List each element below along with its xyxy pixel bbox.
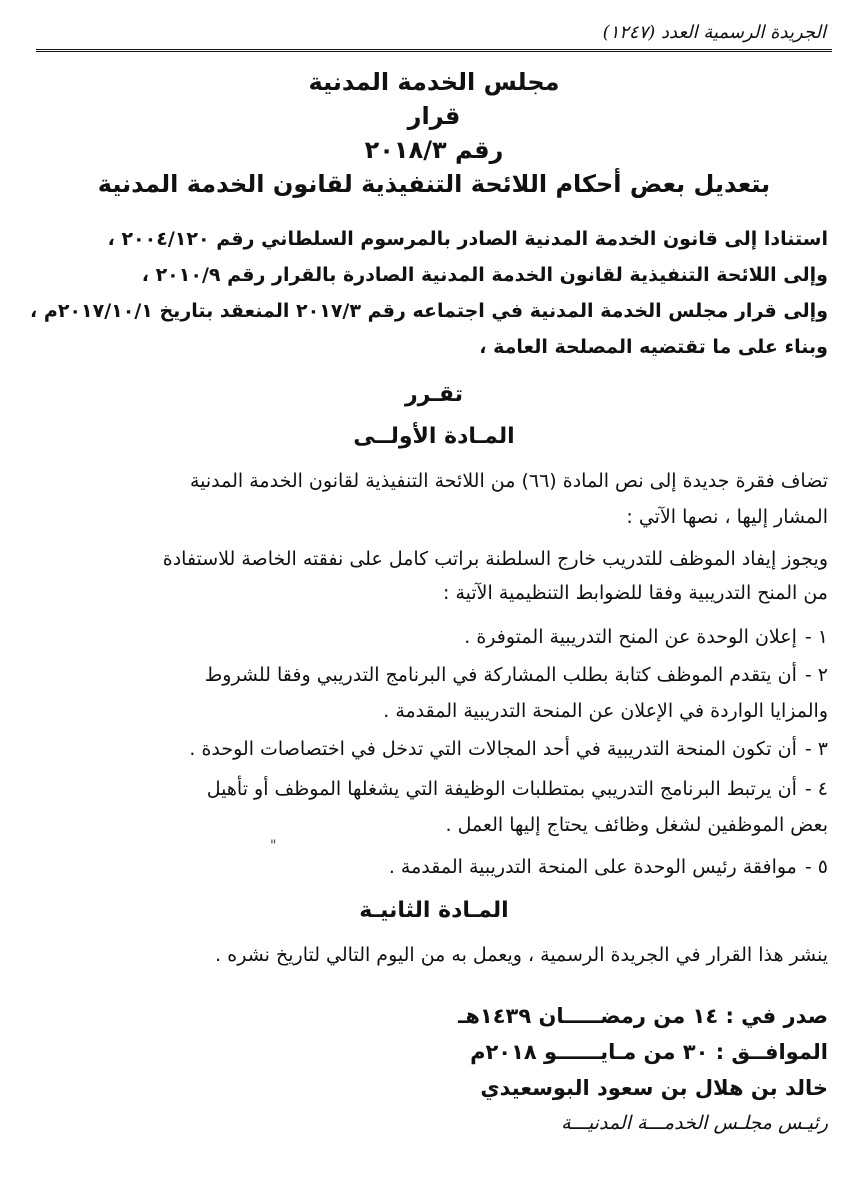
list-item-continuation: بعض الموظفين لشغل وظائف يحتاج إليها العمل . (445, 814, 828, 836)
issuer-title: مجلس الخدمة المدنية (308, 68, 560, 96)
list-item (36, 856, 828, 878)
article-one-intro: المشار إليها ، نصها الآتي : (626, 506, 828, 528)
list-item (36, 626, 828, 648)
preamble-line: وإلى اللائحة التنفيذية لقانون الخدمة المدنية الصادرة بالقرار رقم ٢٠١٠/٩ ، (141, 264, 828, 286)
list-item-continuation: والمزايا الواردة في الإعلان عن المنحة التدريبية المقدمة . (383, 700, 828, 722)
item-number: ٤ - (804, 778, 828, 800)
signatory-name: خالد بن هلال بن سعود البوسعيدي (480, 1076, 828, 1100)
item-text: إعلان الوحدة عن المنح التدريبية المتوفرة . (464, 626, 797, 648)
article-two-title: المـادة الثانيـة (359, 898, 509, 923)
preamble-line: استنادا إلى قانون الخدمة المدنية الصادر بالمرسوم السلطاني رقم ٢٠٠٤/١٢٠ ، (107, 228, 828, 250)
preamble-line: وبناء على ما تقتضيه المصلحة العامة ، (479, 336, 828, 358)
closing-quote-mark: " (270, 838, 277, 854)
signatory-role: رئيـس مجلـس الخدمـــة المدنيـــة (561, 1112, 828, 1134)
decision-number: رقم ٢٠١٨/٣ (364, 136, 504, 164)
issued-hijri: صدر في : ١٤ من رمضـــــان ١٤٣٩هـ (458, 1004, 828, 1028)
item-text: أن تكون المنحة التدريبية في أحد المجالات التي تدخل في اختصاصات الوحدة . (189, 738, 797, 760)
decision-subject: بتعديل بعض أحكام اللائحة التنفيذية لقانون الخدمة المدنية (97, 170, 771, 198)
list-item (36, 778, 828, 800)
article-one-title: المـادة الأولــى (353, 424, 515, 449)
item-number: ٢ - (804, 664, 828, 686)
list-item (36, 664, 828, 686)
item-number: ٥ - (804, 856, 828, 878)
header-title: الجريدة الرسمية العدد (١٢٤٧) (602, 22, 826, 43)
item-text: موافقة رئيس الوحدة على المنحة التدريبية المقدمة . (388, 856, 797, 878)
article-two-text: ينشر هذا القرار في الجريدة الرسمية ، ويعمل به من اليوم التالي لتاريخ نشره . (215, 944, 828, 966)
article-one-quote: ويجوز إيفاد الموظف للتدريب خارج السلطنة براتب كامل على نفقته الخاصة للاستفادة (162, 548, 828, 570)
item-number: ٣ - (804, 738, 828, 760)
item-text: أن يرتبط البرنامج التدريبي بمتطلبات الوظيفة التي يشغلها الموظف أو تأهيل (206, 778, 797, 800)
running-header (36, 18, 832, 52)
issued-gregorian: الموافــق : ٣٠ من مـايــــــو ٢٠١٨م (470, 1040, 828, 1064)
header-rule (36, 49, 832, 52)
preamble-line: وإلى قرار مجلس الخدمة المدنية في اجتماعه رقم ٢٠١٧/٣ المنعقد بتاريخ ٢٠١٧/١٠/١م ، (30, 300, 828, 322)
item-number: ١ - (804, 626, 828, 648)
article-one-intro: تضاف فقرة جديدة إلى نص المادة (٦٦) من اللائحة التنفيذية لقانون الخدمة المدنية (189, 470, 828, 492)
article-one-quote: من المنح التدريبية وفقا للضوابط التنظيمية الآتية : (443, 582, 828, 604)
decision-word: تقـرر (405, 382, 463, 407)
doc-type: قرار (407, 102, 461, 130)
item-text: أن يتقدم الموظف كتابة بطلب المشاركة في البرنامج التدريبي وفقا للشروط (204, 664, 797, 686)
list-item (36, 738, 828, 760)
